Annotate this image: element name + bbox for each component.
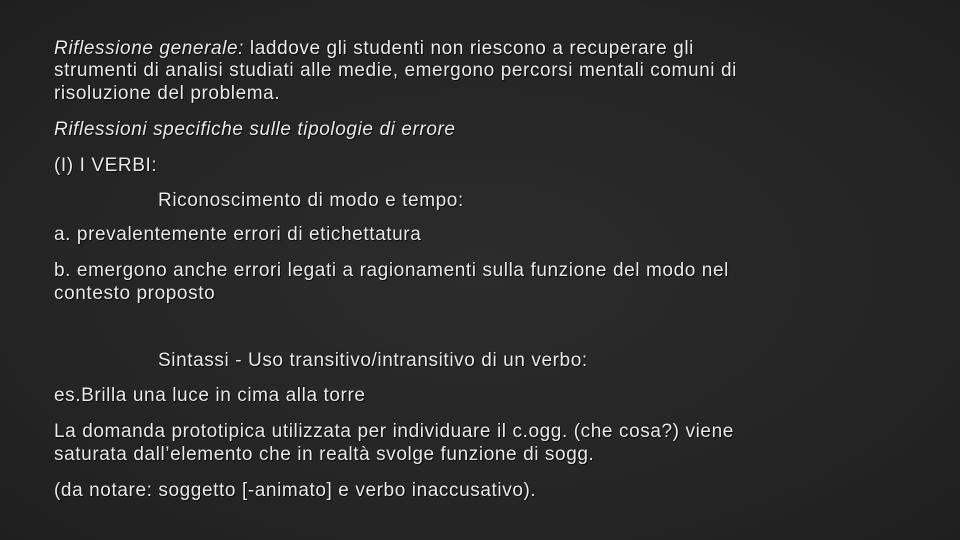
general-reflection-line-2: strumenti di analisi studiati alle medie, emergono percorsi mentali comuni di [54,60,737,81]
note-line: (da notare: soggetto [-animato] e verbo inaccusativo). [54,480,537,501]
mode-tense-subheading: Riconoscimento di modo e tempo: [158,190,464,211]
example-sentence: es.Brilla una luce in cima alla torre [54,385,366,406]
general-reflection-line-3: risoluzione del problema. [54,83,281,104]
general-reflection-lead: Riflessione generale: [54,38,245,59]
general-reflection-line-1 [54,38,904,59]
specific-reflections-heading: Riflessioni specifiche sulle tipologie di errore [54,119,456,140]
syntax-subheading: Sintassi - Uso transitivo/intransitivo di un verbo: [158,350,588,371]
explanation-line-1: La domanda prototipica utilizzata per individuare il c.ogg. (che cosa?) viene [54,421,734,442]
list-item-b-line-2: contesto proposto [54,283,216,304]
general-reflection-text: laddove gli studenti non riescono a recuperare gli [244,38,694,59]
explanation-line-2: saturata dall’elemento che in realtà svolge funzione di sogg. [54,444,595,465]
list-item-b-line-1: b. emergono anche errori legati a ragionamenti sulla funzione del modo nel [54,260,729,281]
verbs-section-heading: (I) I VERBI: [54,155,158,176]
list-item-a: a. prevalentemente errori di etichettatura [54,224,422,245]
